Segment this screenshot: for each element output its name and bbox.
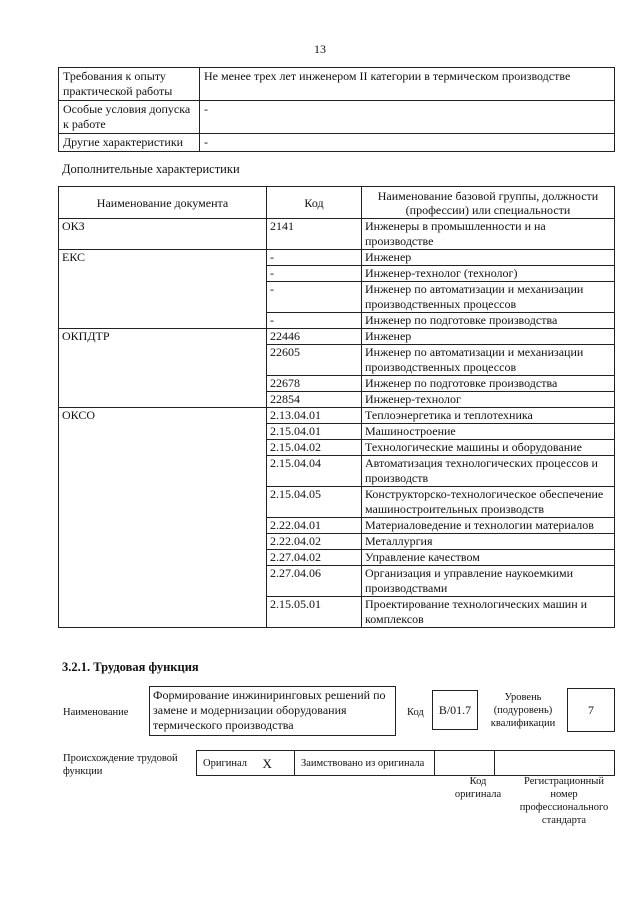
code-cell: 2.15.04.05	[267, 487, 362, 518]
borrowed-label: Заимствовано из оригинала	[295, 751, 435, 776]
requirement-row	[59, 101, 615, 134]
name-cell: Инженер	[362, 329, 615, 345]
name-cell: Инженеры в промышленности и на производстве	[362, 219, 615, 250]
qualification-level-value: 7	[567, 688, 615, 732]
header-row	[59, 187, 615, 219]
code-cell: 2.15.04.02	[267, 440, 362, 456]
document-cell: ОКПДТР	[59, 329, 267, 408]
document-cell: ОКСО	[59, 408, 267, 628]
code-cell: 2.27.04.06	[267, 566, 362, 597]
header-code: Код	[267, 187, 362, 219]
name-cell: Машиностроение	[362, 424, 615, 440]
reg-number-caption: Регистрационный номер профессионального стандарта	[519, 776, 609, 826]
name-cell: Инженер	[362, 250, 615, 266]
table-row	[59, 329, 615, 345]
requirement-value: Не менее трех лет инженером II категории в термическом производстве	[200, 68, 615, 101]
code-cell: 2.15.04.04	[267, 456, 362, 487]
additional-characteristics-caption: Дополнительные характеристики	[62, 162, 240, 176]
name-cell: Проектирование технологических машин и комплексов	[362, 597, 615, 628]
name-cell: Теплоэнергетика и теплотехника	[362, 408, 615, 424]
function-name-label: Наименование	[63, 707, 129, 718]
name-cell: Конструкторско-технологическое обеспечение машиностроительных производств	[362, 487, 615, 518]
origin-code-caption: Код оригинала	[454, 776, 502, 800]
code-cell: 22854	[267, 392, 362, 408]
code-cell: 2141	[267, 219, 362, 250]
name-cell: Инженер-технолог (технолог)	[362, 266, 615, 282]
name-cell: Металлургия	[362, 534, 615, 550]
function-name-value: Формирование инжиниринговых решений по замене и модернизации оборудования термического производства	[149, 686, 396, 736]
table-row	[59, 250, 615, 266]
header-name: Наименование базовой группы, должности (профессии) или специальности	[362, 187, 615, 219]
name-cell: Организация и управление наукоемкими производствами	[362, 566, 615, 597]
additional-characteristics-table	[58, 186, 615, 628]
original-label: Оригинал	[197, 751, 257, 776]
code-cell: 22605	[267, 345, 362, 376]
document-cell: ЕКС	[59, 250, 267, 329]
code-cell: 2.15.04.01	[267, 424, 362, 440]
requirement-value: -	[200, 101, 615, 134]
origin-code-cell	[435, 751, 495, 776]
header-document: Наименование документа	[59, 187, 267, 219]
code-cell: 2.27.04.02	[267, 550, 362, 566]
code-cell: -	[267, 250, 362, 266]
name-cell: Автоматизация технологических процессов и производств	[362, 456, 615, 487]
code-cell: -	[267, 282, 362, 313]
requirement-value: -	[200, 134, 615, 152]
reg-number-cell	[495, 751, 615, 776]
code-cell: -	[267, 266, 362, 282]
original-mark: X	[257, 751, 295, 776]
requirements-table	[58, 67, 615, 152]
name-cell: Технологические машины и оборудование	[362, 440, 615, 456]
document-cell: ОКЗ	[59, 219, 267, 250]
table-row	[59, 408, 615, 424]
requirement-row	[59, 134, 615, 152]
code-cell: 2.22.04.01	[267, 518, 362, 534]
name-cell: Инженер-технолог	[362, 392, 615, 408]
name-cell: Инженер по автоматизации и механизации производственных процессов	[362, 282, 615, 313]
origin-row	[197, 751, 615, 776]
table-row	[59, 219, 615, 250]
code-cell: 2.13.04.01	[267, 408, 362, 424]
requirement-label: Особые условия допуска к работе	[59, 101, 200, 134]
requirement-row	[59, 68, 615, 101]
code-cell: 2.22.04.02	[267, 534, 362, 550]
code-cell: -	[267, 313, 362, 329]
page-number: 13	[314, 42, 326, 56]
origin-table	[196, 750, 615, 776]
name-cell: Материаловедение и технологии материалов	[362, 518, 615, 534]
name-cell: Управление качеством	[362, 550, 615, 566]
name-cell: Инженер по автоматизации и механизации производственных процессов	[362, 345, 615, 376]
code-cell: 2.15.05.01	[267, 597, 362, 628]
function-origin-label: Происхождение трудовой функции	[63, 753, 178, 777]
function-code-label: Код	[407, 707, 424, 718]
code-cell: 22446	[267, 329, 362, 345]
name-cell: Инженер по подготовке производства	[362, 376, 615, 392]
code-cell: 22678	[267, 376, 362, 392]
name-cell: Инженер по подготовке производства	[362, 313, 615, 329]
labor-function-heading: 3.2.1. Трудовая функция	[62, 660, 199, 674]
function-code-value: B/01.7	[432, 690, 478, 730]
qualification-level-label: Уровень (подуровень) квалификации	[490, 692, 556, 729]
requirement-label: Требования к опыту практической работы	[59, 68, 200, 101]
requirement-label: Другие характеристики	[59, 134, 200, 152]
